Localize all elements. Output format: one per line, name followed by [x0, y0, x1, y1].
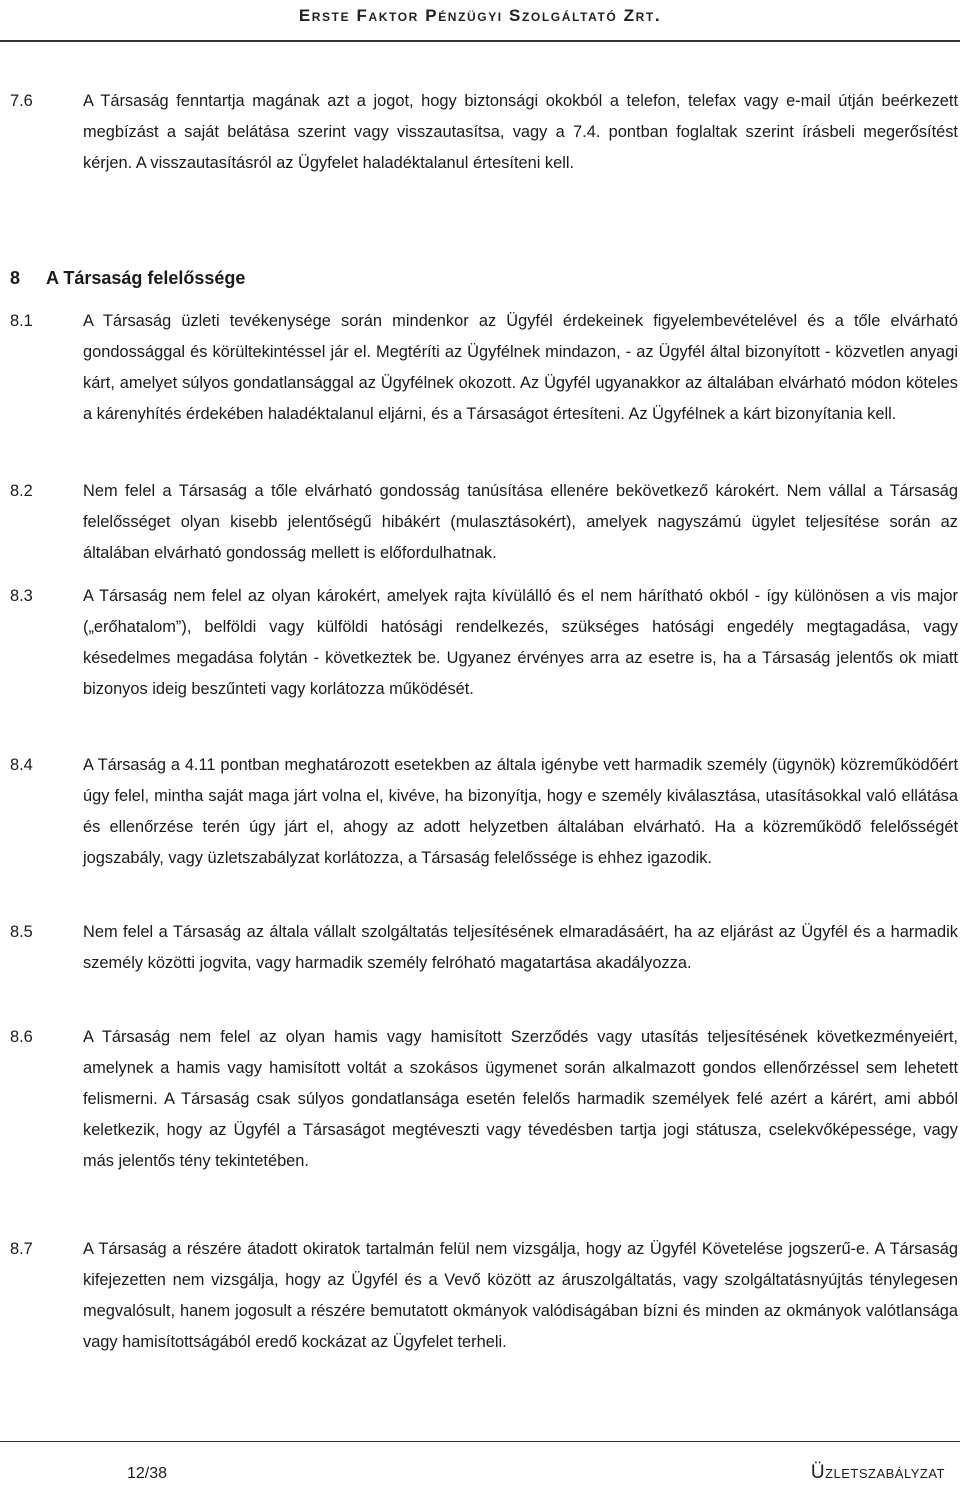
paragraph-text: A Társaság fenntartja magának azt a jogot, hogy biztonsági okokból a telefon, telefax vagy e-mail útján beérkezett megbízást a saját belátása szerint vagy visszautasítsa, vagy a 7.4. pontban foglaltak szerint írásbeli megerősítést kérjen. A visszautasításról az Ügyfelet haladéktalanul értesíteni kell.: [83, 92, 958, 172]
document-header: Erste Faktor Pénzügyi Szolgáltató Zrt.: [298, 6, 662, 25]
paragraph-number: 8.4: [10, 756, 33, 774]
footer-divider: [0, 1441, 960, 1442]
section-heading-8: [10, 268, 245, 289]
paragraph-8-5: [10, 917, 958, 979]
paragraph-8-6: [10, 1022, 958, 1177]
paragraph-number: 8.5: [10, 923, 33, 941]
paragraph-text: A Társaság nem felel az olyan hamis vagy hamisított Szerződés vagy utasítás teljesítésének következményeiért, amelynek a hamis vagy hamisított voltát a szokásos ügymenet során alkalmazott gondos ellenőrzéssel sem lehetett felismerni. A Társaság csak súlyos gondatlansága esetén felelős harmadik személyek felé azért a kárért, ami abból keletkezik, hogy az Ügyfél a Társaságot megtéveszti vagy tévedésben tartja jogi státusza, cselekvőképessége, vagy más jelentős tény tekintetében.: [83, 1028, 958, 1170]
paragraph-8-1: [10, 306, 958, 430]
paragraph-7-6: [10, 86, 958, 179]
footer-document-title: Üzletszabályzat: [810, 1462, 945, 1483]
paragraph-number: 8.6: [10, 1028, 33, 1046]
paragraph-number: 8.3: [10, 587, 33, 605]
section-title: A Társaság felelőssége: [46, 268, 246, 288]
paragraph-text: A Társaság üzleti tevékenysége során mindenkor az Ügyfél érdekeinek figyelembevételével és a tőle elvárható gondossággal és körültekintéssel jár el. Megtéríti az Ügyfélnek mindazon, - az Ügyfél által bizonyított - közvetlen anyagi kárt, amelyet súlyos gondatlansággal az Ügyfélnek okozott. Az Ügyfél ugyanakkor az általában elvárható módon köteles a kárenyhítés érdekében haladéktalanul eljárni, és a Társaságot értesíteni. Az Ügyfélnek a kárt bizonyítania kell.: [83, 312, 958, 423]
header-divider: [0, 40, 960, 42]
paragraph-number: 8.7: [10, 1240, 33, 1258]
paragraph-text: A Társaság a részére átadott okiratok tartalmán felül nem vizsgálja, hogy az Ügyfél Követelése jogszerű-e. A Társaság kifejezetten nem vizsgálja, hogy az Ügyfél és a Vevő között az áruszolgáltatás, vagy szolgáltatásnyújtás ténylegesen megvalósult, hanem jogosult a részére bemutatott okmányok valódiságában bízni és minden az okmányok valótlansága vagy hamisítottságából eredő kockázat az Ügyfelet terheli.: [83, 1240, 958, 1351]
paragraph-number: 8.1: [10, 312, 33, 330]
paragraph-8-2: [10, 476, 958, 569]
section-number: 8: [10, 268, 21, 288]
paragraph-8-7: [10, 1234, 958, 1358]
page-number: 12/38: [127, 1465, 168, 1482]
paragraph-text: A Társaság a 4.11 pontban meghatározott esetekben az általa igénybe vett harmadik személy (ügynök) közreműködőért úgy felel, mintha saját maga járt volna el, kivéve, ha bizonyítja, hogy e személy kiválasztása, utasításokkal való ellátása és ellenőrzése terén úgy járt el, ahogy az adott helyzetben általában elvárható. Ha a közreműködő felelősségét jogszabály, vagy üzletszabályzat korlátozza, a Társaság felelőssége is ehhez igazodik.: [83, 756, 958, 867]
paragraph-text: A Társaság nem felel az olyan károkért, amelyek rajta kívülálló és el nem hárítható okból - így különösen a vis major („erőhatalom”), belföldi vagy külföldi hatósági rendelkezés, szükséges hatósági engedély megtagadása, vagy késedelmes megadása folytán - következtek be. Ugyanez érvényes arra az esetre is, ha a Társaság jelentős ok miatt bizonyos ideig beszűnteti vagy korlátozza működését.: [83, 587, 958, 698]
paragraph-number: 8.2: [10, 482, 33, 500]
paragraph-number: 7.6: [10, 92, 33, 110]
paragraph-8-3: [10, 581, 958, 705]
paragraph-8-4: [10, 750, 958, 874]
paragraph-text: Nem felel a Társaság a tőle elvárható gondosság tanúsítása ellenére bekövetkező károkért. Nem vállal a Társaság felelősséget olyan kisebb jelentőségű hibákért (mulasztásokért), amelyek nagyszámú ügylet teljesítése során az általában elvárható gondosság mellett is előfordulhatnak.: [83, 482, 958, 562]
paragraph-text: Nem felel a Társaság az általa vállalt szolgáltatás teljesítésének elmaradásáért, ha az eljárást az Ügyfél és a harmadik személy közötti jogvita, vagy harmadik személy felróható magatartása akadályozza.: [83, 923, 958, 972]
